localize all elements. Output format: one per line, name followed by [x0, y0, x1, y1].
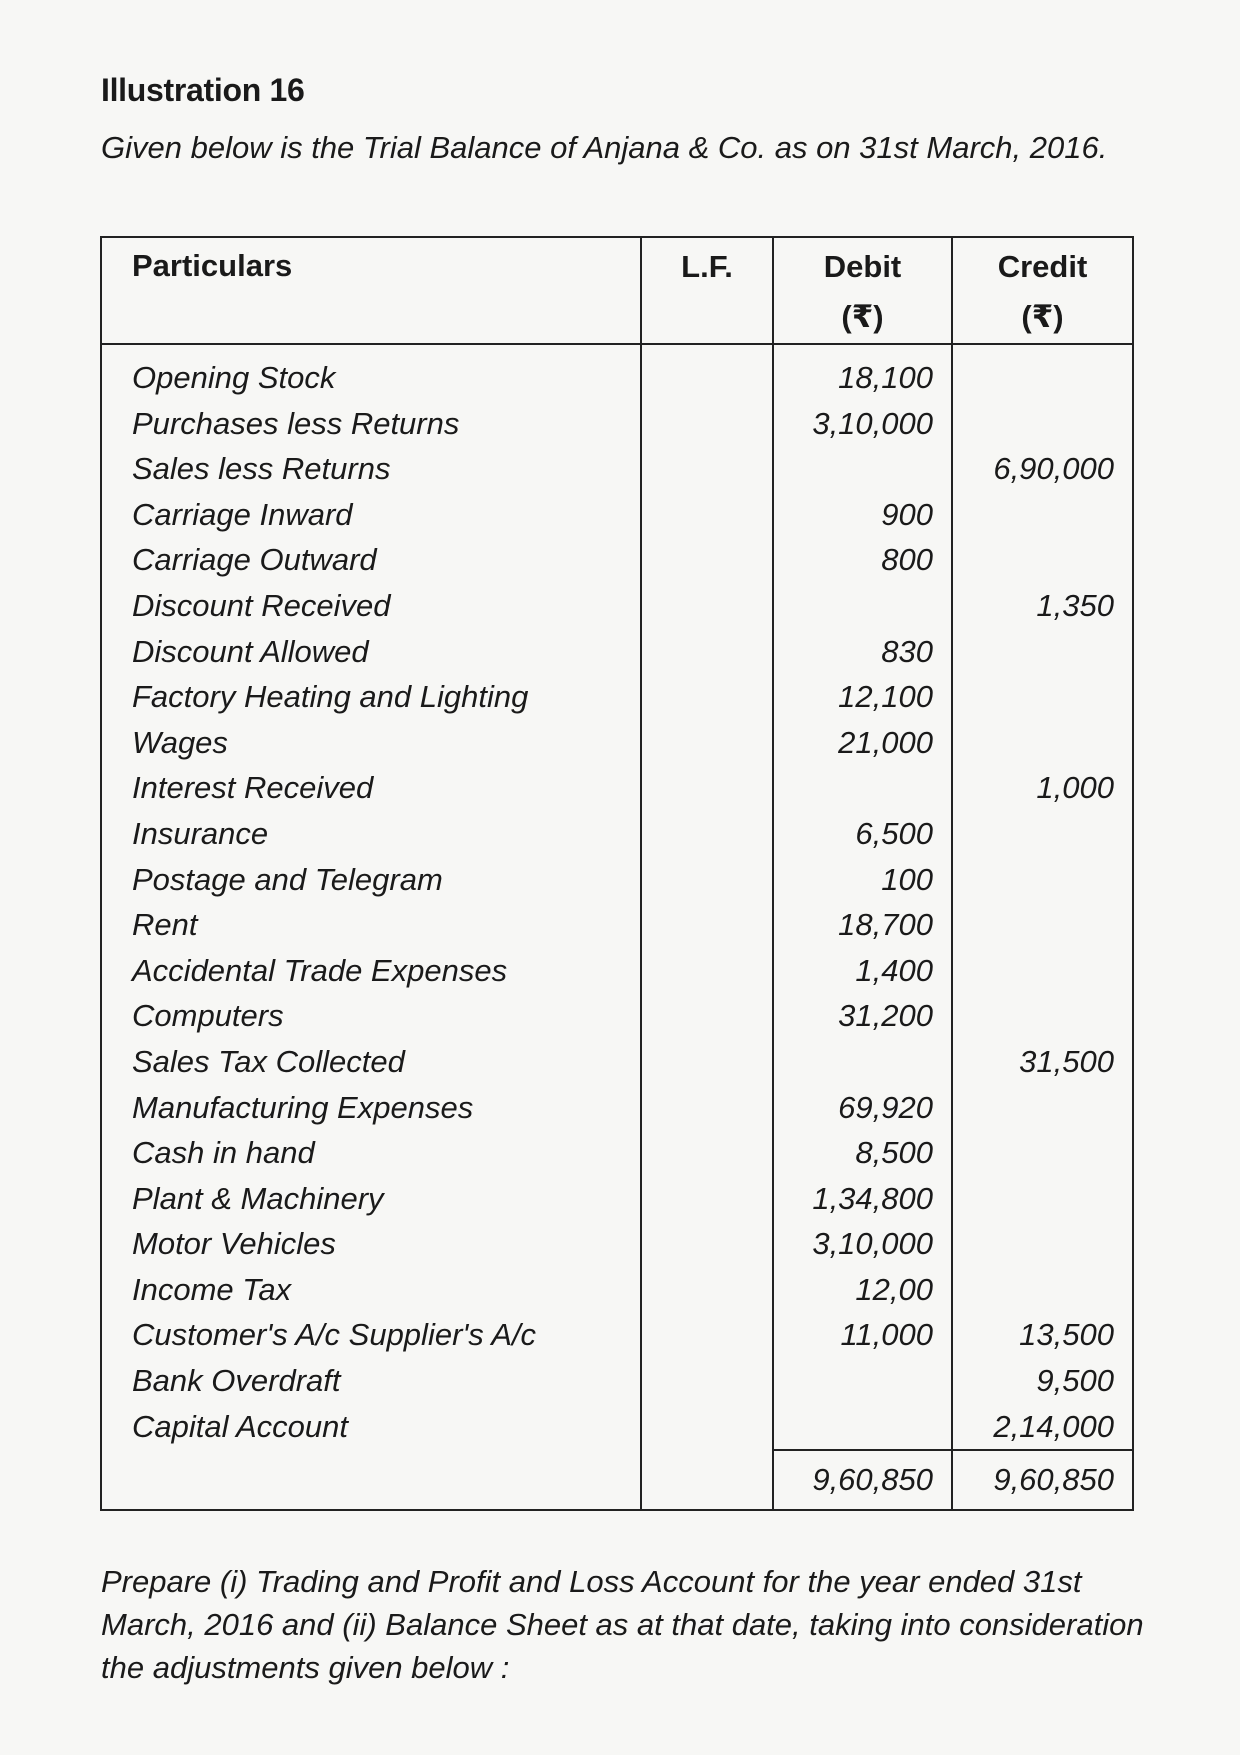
row-debit: 1,34,800: [773, 1176, 952, 1222]
row-particulars: Accidental Trade Expenses: [101, 948, 641, 994]
row-credit: [952, 674, 1133, 720]
row-particulars: Factory Heating and Lighting: [101, 674, 641, 720]
row-debit: 12,100: [773, 674, 952, 720]
table-row: [101, 1221, 1133, 1267]
row-credit: [952, 857, 1133, 903]
row-debit: 3,10,000: [773, 1221, 952, 1267]
row-credit: [952, 1176, 1133, 1222]
header-lf: [641, 237, 773, 344]
row-particulars: Bank Overdraft: [101, 1358, 641, 1404]
row-debit: 100: [773, 857, 952, 903]
row-particulars: Capital Account: [101, 1404, 641, 1451]
row-particulars: Interest Received: [101, 765, 641, 811]
table-row: [101, 1130, 1133, 1176]
table-row: [101, 583, 1133, 629]
total-debit: 9,60,850: [773, 1450, 952, 1510]
row-credit: [952, 1085, 1133, 1131]
intro-text: Given below is the Trial Balance of Anjana & Co. as on 31st March, 2016.: [101, 130, 1108, 165]
row-particulars: Carriage Inward: [101, 492, 641, 538]
row-credit: [952, 1130, 1133, 1176]
header-particulars: Particulars: [101, 237, 641, 344]
row-lf: [641, 857, 773, 903]
row-particulars: Cash in hand: [101, 1130, 641, 1176]
row-debit: 830: [773, 629, 952, 675]
row-credit: [952, 344, 1133, 401]
row-debit: [773, 583, 952, 629]
table-row: [101, 1039, 1133, 1085]
row-lf: [641, 765, 773, 811]
row-debit: [773, 446, 952, 492]
row-lf: [641, 1267, 773, 1313]
row-lf: [641, 1085, 773, 1131]
row-lf: [641, 993, 773, 1039]
row-particulars: Discount Allowed: [101, 629, 641, 675]
row-lf: [641, 401, 773, 447]
row-credit: [952, 1221, 1133, 1267]
row-lf: [641, 720, 773, 766]
row-credit: 2,14,000: [952, 1404, 1133, 1451]
table-row: [101, 993, 1133, 1039]
row-lf: [641, 446, 773, 492]
row-debit: 12,00: [773, 1267, 952, 1313]
row-credit: 13,500: [952, 1312, 1133, 1358]
row-lf: [641, 902, 773, 948]
table-row: [101, 344, 1133, 401]
row-debit: 800: [773, 537, 952, 583]
totals-lf-cell: [641, 1450, 773, 1510]
header-lf-label: L.F.: [681, 249, 733, 284]
header-debit-unit: (₹): [841, 299, 884, 334]
row-debit: [773, 1358, 952, 1404]
row-lf: [641, 811, 773, 857]
row-lf: [641, 1221, 773, 1267]
table-row: [101, 1404, 1133, 1451]
row-lf: [641, 492, 773, 538]
row-debit: 18,700: [773, 902, 952, 948]
row-debit: [773, 765, 952, 811]
table-row: [101, 537, 1133, 583]
row-credit: [952, 401, 1133, 447]
row-debit: 3,10,000: [773, 401, 952, 447]
row-debit: 21,000: [773, 720, 952, 766]
row-credit: [952, 629, 1133, 675]
row-particulars: Income Tax: [101, 1267, 641, 1313]
header-credit: [952, 237, 1133, 344]
row-lf: [641, 1130, 773, 1176]
row-particulars: Opening Stock: [101, 344, 641, 401]
row-debit: 11,000: [773, 1312, 952, 1358]
row-debit: [773, 1404, 952, 1451]
table-row: [101, 1267, 1133, 1313]
table-row: [101, 1085, 1133, 1131]
row-particulars: Computers: [101, 993, 641, 1039]
row-particulars: Sales Tax Collected: [101, 1039, 641, 1085]
row-lf: [641, 1176, 773, 1222]
row-lf: [641, 537, 773, 583]
table-row: [101, 674, 1133, 720]
table-row: [101, 629, 1133, 675]
table-row: [101, 1176, 1133, 1222]
table-row: [101, 857, 1133, 903]
header-debit-label: Debit: [823, 249, 902, 284]
illustration-heading: Illustration 16: [101, 72, 305, 108]
row-credit: 1,000: [952, 765, 1133, 811]
table-row: [101, 446, 1133, 492]
row-particulars: Sales less Returns: [101, 446, 641, 492]
row-debit: 69,920: [773, 1085, 952, 1131]
row-lf: [641, 583, 773, 629]
table-row: [101, 902, 1133, 948]
row-lf: [641, 1039, 773, 1085]
row-particulars: Purchases less Returns: [101, 401, 641, 447]
row-particulars: Postage and Telegram: [101, 857, 641, 903]
row-credit: 1,350: [952, 583, 1133, 629]
row-credit: [952, 537, 1133, 583]
row-debit: [773, 1039, 952, 1085]
row-debit: 31,200: [773, 993, 952, 1039]
total-credit: 9,60,850: [952, 1450, 1133, 1510]
row-particulars: Insurance: [101, 811, 641, 857]
row-lf: [641, 1404, 773, 1451]
row-particulars: Manufacturing Expenses: [101, 1085, 641, 1131]
row-debit: 1,400: [773, 948, 952, 994]
row-credit: [952, 902, 1133, 948]
row-particulars: Carriage Outward: [101, 537, 641, 583]
table-header-row: [101, 237, 1133, 344]
header-credit-label: Credit: [997, 249, 1088, 284]
table-row: [101, 948, 1133, 994]
table-row: [101, 765, 1133, 811]
row-lf: [641, 1312, 773, 1358]
row-credit: [952, 993, 1133, 1039]
row-debit: 900: [773, 492, 952, 538]
row-credit: [952, 1267, 1133, 1313]
table-row: [101, 720, 1133, 766]
row-lf: [641, 629, 773, 675]
table-row: [101, 1358, 1133, 1404]
totals-particulars-cell: [101, 1450, 641, 1510]
row-credit: [952, 720, 1133, 766]
row-lf: [641, 948, 773, 994]
table-row: [101, 811, 1133, 857]
row-debit: 18,100: [773, 344, 952, 401]
table-row: [101, 401, 1133, 447]
row-credit: [952, 492, 1133, 538]
row-particulars: Wages: [101, 720, 641, 766]
row-lf: [641, 674, 773, 720]
row-lf: [641, 1358, 773, 1404]
row-debit: 6,500: [773, 811, 952, 857]
header-debit: [773, 237, 952, 344]
trial-balance-table: [100, 236, 1134, 1511]
header-credit-unit: (₹): [1021, 299, 1064, 334]
row-particulars: Motor Vehicles: [101, 1221, 641, 1267]
row-particulars: Rent: [101, 902, 641, 948]
row-credit: [952, 948, 1133, 994]
row-particulars: Plant & Machinery: [101, 1176, 641, 1222]
row-credit: 31,500: [952, 1039, 1133, 1085]
row-lf: [641, 344, 773, 401]
table-row: [101, 1312, 1133, 1358]
row-credit: 9,500: [952, 1358, 1133, 1404]
instruction-text: Prepare (i) Trading and Profit and Loss Account for the year ended 31st March, 2016 and (ii) Balance Sheet as at that date, taking into consideration the adjustments given below :: [101, 1564, 1144, 1685]
row-debit: 8,500: [773, 1130, 952, 1176]
row-particulars: Customer's A/c Supplier's A/c: [101, 1312, 641, 1358]
table-row: [101, 492, 1133, 538]
row-credit: 6,90,000: [952, 446, 1133, 492]
row-credit: [952, 811, 1133, 857]
totals-row: [101, 1450, 1133, 1510]
row-particulars: Discount Received: [101, 583, 641, 629]
